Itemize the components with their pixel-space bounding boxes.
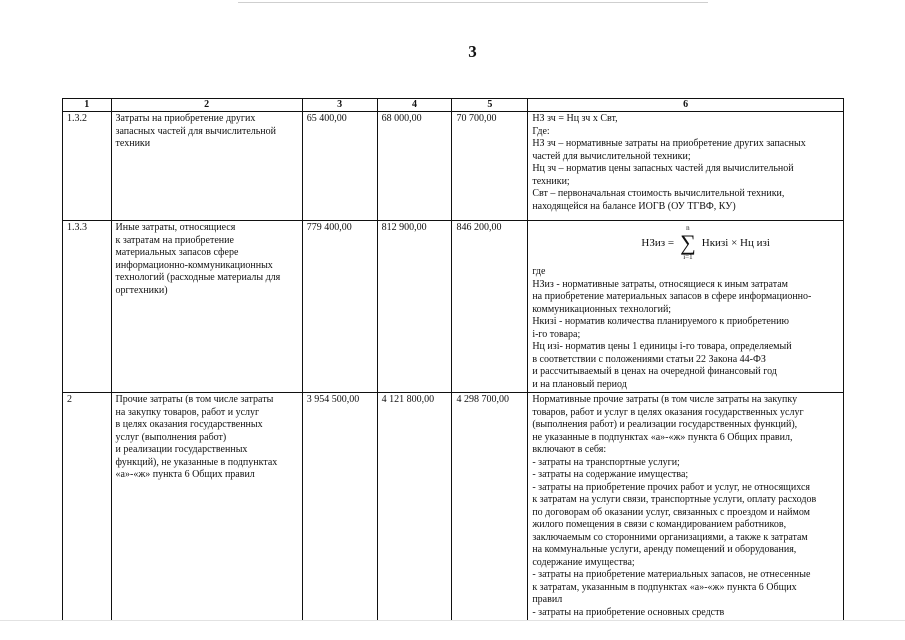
desc-line: и рассчитываемый в ценах на очередной финансовый год xyxy=(532,366,777,377)
bottom-scan-line xyxy=(0,620,905,621)
desc-line: по договорам об оказании услуг, связанных с проездом и наймом xyxy=(532,506,810,518)
value-year-2: 4 121 800,00 xyxy=(377,393,452,621)
top-scan-line xyxy=(238,2,708,3)
row-name-line: на закупку товаров, работ и услуг xyxy=(115,406,260,418)
desc-line: - затраты на содержание имущества; xyxy=(532,469,689,480)
row-name-line: в целях оказания государственных xyxy=(115,419,263,430)
desc-line: коммуникационных технологий; xyxy=(532,303,672,315)
value-year-3: 846 200,00 xyxy=(452,221,528,393)
desc-line: к затратам, указанным в подпунктах «а»-«ж» пункта 6 Общих xyxy=(532,581,797,593)
row-number: 2 xyxy=(63,393,112,621)
desc-line: - затраты на приобретение прочих работ и услуг, не относящихся xyxy=(532,481,810,493)
desc-line: и на плановый период xyxy=(532,378,627,390)
row-name xyxy=(111,112,302,221)
sigma-icon: ∑ xyxy=(680,230,696,255)
row-name-line: информационно-коммуникационных xyxy=(115,259,273,271)
desc-line: частей для вычислительной техники; xyxy=(532,150,691,162)
desc-line: Свт – первоначальная стоимость вычислительной техники, xyxy=(532,188,785,199)
desc-line: - затраты на транспортные услуги; xyxy=(532,456,680,468)
row-description xyxy=(528,112,844,221)
row-name-line: функций), не указанные в подпунктах xyxy=(115,456,278,468)
desc-line: Нц изi- норматив цены 1 единицы i-го товара, определяемый xyxy=(532,341,792,352)
desc-line: - затраты на приобретение материальных запасов, не отнесенные xyxy=(532,569,811,580)
desc-line: - затраты на приобретение основных средств xyxy=(532,606,725,618)
table-row xyxy=(63,393,844,621)
sigma-lower-limit: i=1 xyxy=(683,253,693,261)
sigma-upper-limit: n xyxy=(686,224,690,232)
header-cell: 5 xyxy=(452,99,528,112)
page-number: 3 xyxy=(468,42,477,61)
header-cell: 3 xyxy=(302,99,377,112)
row-name-line: материальных запасов сфере xyxy=(115,247,239,258)
desc-line: НЗ зч – нормативные затраты на приобретение других запасных xyxy=(532,138,806,149)
row-name-line: Прочие затраты (в том числе затраты xyxy=(115,394,274,405)
row-name-line: запасных частей для вычислительной xyxy=(115,125,277,137)
desc-line: в соответствии с положениями статьи 22 Закона 44-ФЗ xyxy=(532,353,766,365)
row-name xyxy=(111,221,302,393)
table-row xyxy=(63,112,844,221)
row-name-line: услуг (выполнения работ) xyxy=(115,431,227,443)
row-name xyxy=(111,393,302,621)
value-year-1: 65 400,00 xyxy=(302,112,377,221)
sigma-symbol xyxy=(680,224,696,262)
sum-formula xyxy=(572,224,839,262)
row-name-line: Иные затраты, относящиеся xyxy=(115,222,236,233)
cost-table xyxy=(62,98,844,621)
desc-line: включают в себя: xyxy=(532,444,607,455)
value-year-2: 68 000,00 xyxy=(377,112,452,221)
row-name-line: «а»-«ж» пункта 6 Общих правил xyxy=(115,469,255,480)
row-number: 1.3.3 xyxy=(63,221,112,393)
desc-line: i-го товара; xyxy=(532,328,581,340)
row-description xyxy=(528,221,844,393)
desc-line: Нкизi - норматив количества планируемого к приобретению xyxy=(532,316,789,327)
desc-line: техники; xyxy=(532,175,570,187)
desc-line: не указанные в подпунктах «а»-«ж» пункта 6 Общих правил, xyxy=(532,431,793,443)
value-year-3: 4 298 700,00 xyxy=(452,393,528,621)
desc-line: Нормативные прочие затраты (в том числе затраты на закупку xyxy=(532,394,798,405)
row-name-line: к затратам на приобретение xyxy=(115,234,234,246)
value-year-3: 70 700,00 xyxy=(452,112,528,221)
desc-line: НЗ зч = Нц зч х Свт, xyxy=(532,113,618,124)
desc-line: правил xyxy=(532,594,563,605)
header-cell: 6 xyxy=(528,99,844,112)
header-cell: 1 xyxy=(63,99,112,112)
value-year-2: 812 900,00 xyxy=(377,221,452,393)
value-year-1: 3 954 500,00 xyxy=(302,393,377,621)
desc-line: НЗиз - нормативные затраты, относящиеся к иным затратам xyxy=(532,278,788,290)
desc-line: (выполнения работ) и реализации государственных функций), xyxy=(532,419,798,430)
row-number: 1.3.2 xyxy=(63,112,112,221)
desc-line: содержание имущества; xyxy=(532,556,635,568)
header-cell: 2 xyxy=(111,99,302,112)
header-row xyxy=(63,99,844,112)
desc-line: к затратам на услуги связи, транспортные услуги, оплату расходов xyxy=(532,494,817,505)
desc-line: находящейся на балансе ИОГВ (ОУ ТГВФ, КУ) xyxy=(532,200,736,212)
table-row xyxy=(63,221,844,393)
desc-line: на приобретение материальных запасов в сфере информационно- xyxy=(532,291,812,302)
desc-line: на коммунальные услуги, аренду помещений и оборудования, xyxy=(532,544,797,555)
desc-line: где xyxy=(532,266,546,277)
desc-line: Где: xyxy=(532,125,550,137)
row-description xyxy=(528,393,844,621)
desc-line: жилого помещения в связи с командированием работников, xyxy=(532,519,787,530)
row-name-line: Затраты на приобретение других xyxy=(115,113,256,124)
row-name-line: технологий (расходные материалы для xyxy=(115,272,281,283)
formula-right: Нкизi × Нц изi xyxy=(701,236,770,249)
desc-line: Нц зч – норматив цены запасных частей для вычислительной xyxy=(532,163,794,174)
formula-left: НЗиз = xyxy=(641,236,675,249)
row-name-line: техники xyxy=(115,138,151,149)
value-year-1: 779 400,00 xyxy=(302,221,377,393)
header-cell: 4 xyxy=(377,99,452,112)
row-name-line: оргтехники) xyxy=(115,284,168,296)
row-name-line: и реализации государственных xyxy=(115,444,248,455)
desc-line: заключаемым со сторонними организациями, а также к затратам xyxy=(532,531,808,543)
desc-line: товаров, работ и услуг в целях оказания государственных услуг xyxy=(532,406,804,418)
